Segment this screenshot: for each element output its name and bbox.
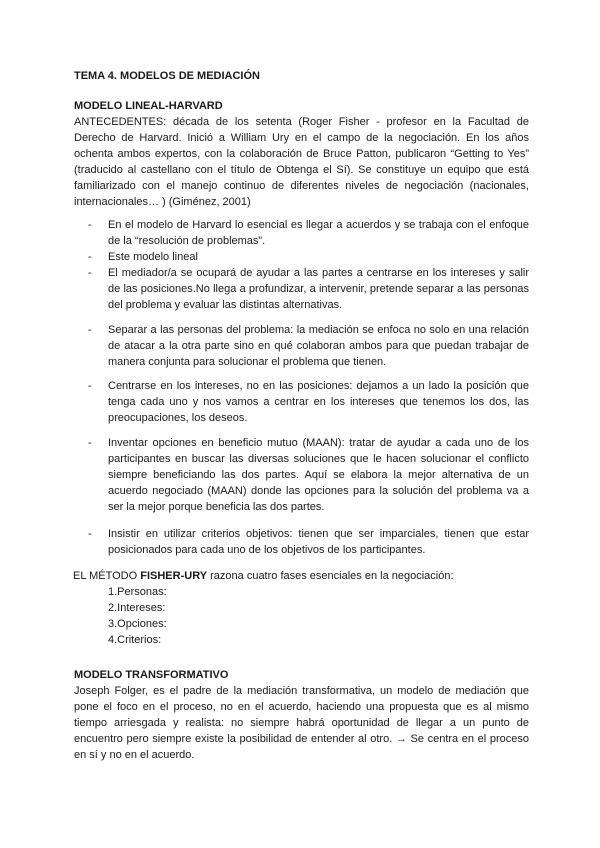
list-item: 3.Opciones: bbox=[108, 618, 167, 630]
section-heading-harvard: MODELO LINEAL-HARVARD bbox=[74, 100, 223, 112]
list-item: 2.Intereses: bbox=[108, 602, 166, 614]
bullet-list-4 bbox=[88, 435, 529, 515]
section-transformative bbox=[74, 667, 529, 763]
list-item: - Centrarse en los intereses, no en las posiciones: dejamos a un lado la posición que tenga cada uno y nos vamos a centrar en los intereses que tenemos los dos, las preocupaciones, los deseos. bbox=[88, 378, 529, 426]
list-item: 1.Personas: bbox=[108, 586, 167, 598]
list-item: 4.Criterios: bbox=[108, 634, 162, 646]
bullet-list-5 bbox=[88, 526, 529, 558]
list-item: - Insistir en utilizar criterios objetivos: tienen que ser imparciales, tienen que estar posicionados para cada uno de los objetivos de los participantes. bbox=[88, 526, 529, 558]
list-item: - Separar a las personas del problema: la mediación se enfoca no solo en una relación de atacar a la otra parte sino en qué colaboran ambos para que puedan trabajar de manera conjunta para solucionar el problema que tienen. bbox=[88, 322, 529, 370]
list-item: - Inventar opciones en beneficio mutuo (MAAN): tratar de ayudar a cada uno de los participantes en buscar las diversas soluciones que le hacen solucionar el conflicto siempre beneficiando las dos partes. Aquí se elabora la mejor alternativa de un acuerdo negociado (MAAN) donde las opciones para la solución del problema va a ser la mejor porque beneficia las dos partes. bbox=[88, 435, 529, 515]
document-title: TEMA 4. MODELOS DE MEDIACIÓN bbox=[74, 70, 260, 82]
method-suffix: razona cuatro fases esenciales en la negociación: bbox=[207, 570, 454, 582]
list-item: - En el modelo de Harvard lo esencial es llegar a acuerdos y se trabaja con el enfoque de la “resolución de problemas”. bbox=[88, 217, 529, 249]
method-line bbox=[73, 568, 454, 584]
bullet-list-2 bbox=[88, 322, 529, 370]
list-item: - Este modelo lineal bbox=[88, 249, 529, 265]
phase-list bbox=[108, 584, 167, 648]
method-name: FISHER-URY bbox=[140, 570, 208, 582]
antecedentes-paragraph: ANTECEDENTES: década de los setenta (Roger Fisher - profesor en la Facultad de Derecho de Harvard. Inició a William Ury en el campo de la negociación. En los años ochenta ambos expertos, con la colaboración de Bruce Patton, publicaron “Getting to Yes” (traducido al castellano con el título de Obtenga el Sí). Se constituye un equipo que está familiarizado con el manejo continuo de diferentes niveles de negociación (nacionales, internacionales… ) (Giménez, 2001) bbox=[74, 116, 529, 208]
list-item: - El mediador/a se ocupará de ayudar a las partes a centrarse en los intereses y salir de las posiciones.No llega a profundizar, a intervenir, pretende separar a las personas del problema y evaluar las distintas alternativas. bbox=[88, 265, 529, 313]
bullet-list-1 bbox=[88, 217, 529, 313]
section-harvard bbox=[74, 98, 529, 210]
bullet-list-3 bbox=[88, 378, 529, 426]
transformative-paragraph: Joseph Folger, es el padre de la mediación transformativa, un modelo de mediación que pone el foco en el proceso, no en el acuerdo, haciendo una propuesta que es al mismo tiempo arriesgada y realista: no siempre habrá oportunidad de llegar a un punto de encuentro pero siempre existe la posibilidad de entender al otro. → Se centra en el proceso en sí y no en el acuerdo. bbox=[74, 685, 529, 761]
method-prefix: EL MÉTODO bbox=[73, 570, 141, 582]
section-heading-transformative: MODELO TRANSFORMATIVO bbox=[74, 669, 229, 681]
